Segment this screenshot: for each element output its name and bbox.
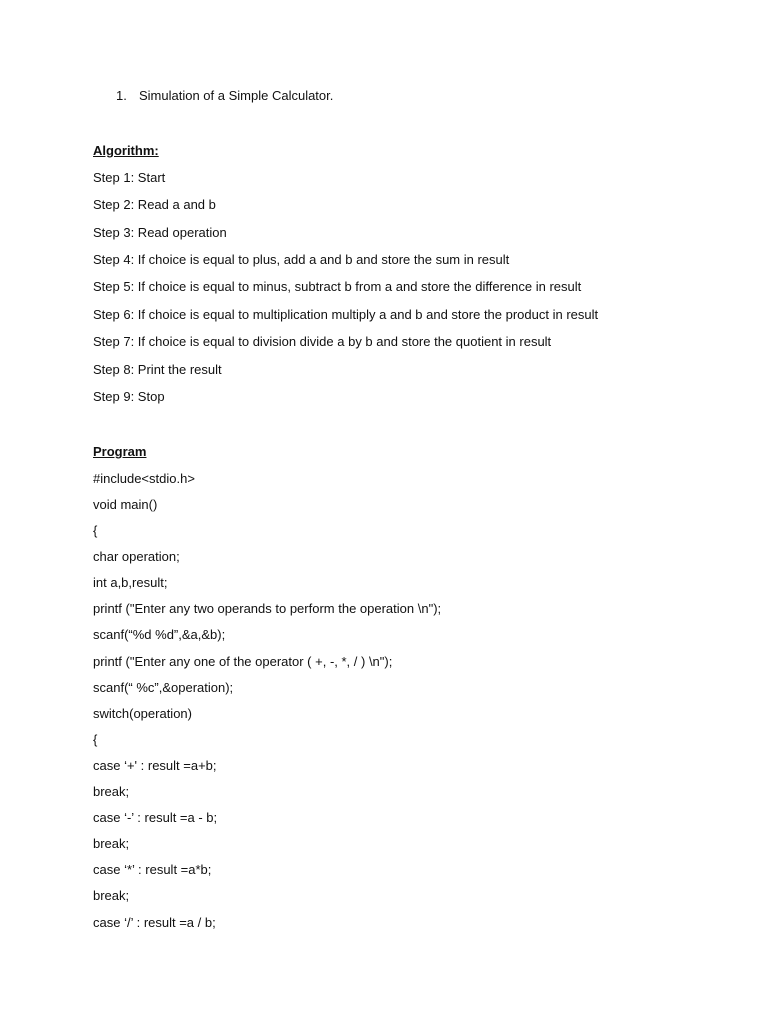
algorithm-step: Step 7: If choice is equal to division divide a by b and store the quotient in result — [93, 334, 552, 349]
algorithm-step: Step 2: Read a and b — [93, 197, 216, 212]
code-line: printf ("Enter any two operands to perform the operation \n"); — [93, 601, 442, 616]
code-line: case ‘-’ : result =a - b; — [93, 810, 218, 825]
list-number: 1. — [116, 88, 127, 103]
algorithm-step: Step 4: If choice is equal to plus, add a and b and store the sum in result — [93, 252, 510, 267]
algorithm-step: Step 9: Stop — [93, 389, 165, 404]
code-line: break; — [93, 836, 130, 851]
code-line: switch(operation) — [93, 706, 192, 721]
code-line: case ‘+' : result =a+b; — [93, 758, 217, 773]
code-line: break; — [93, 784, 130, 799]
code-line: printf ("Enter any one of the operator ( +, -, *, / ) \n"); — [93, 654, 393, 669]
code-line: { — [93, 523, 98, 538]
code-line: scanf(“ %c”,&operation); — [93, 680, 234, 695]
code-line: case ‘/’ : result =a / b; — [93, 915, 216, 930]
code-line: char operation; — [93, 549, 180, 564]
code-line: { — [93, 732, 98, 747]
algorithm-step: Step 6: If choice is equal to multiplication multiply a and b and store the product in result — [93, 307, 599, 322]
algorithm-step: Step 3: Read operation — [93, 225, 227, 240]
code-line: #include<stdio.h> — [93, 471, 195, 486]
code-line: break; — [93, 888, 130, 903]
code-line: int a,b,result; — [93, 575, 168, 590]
code-line: void main() — [93, 497, 158, 512]
code-line: case ‘*’ : result =a*b; — [93, 862, 212, 877]
algorithm-step: Step 5: If choice is equal to minus, subtract b from a and store the difference in result — [93, 279, 582, 294]
algorithm-heading: Algorithm: — [93, 143, 159, 158]
code-line: scanf(“%d %d”,&a,&b); — [93, 627, 226, 642]
algorithm-step: Step 8: Print the result — [93, 362, 222, 377]
algorithm-step: Step 1: Start — [93, 170, 166, 185]
program-heading: Program — [93, 444, 147, 459]
document-title: Simulation of a Simple Calculator. — [139, 88, 334, 103]
